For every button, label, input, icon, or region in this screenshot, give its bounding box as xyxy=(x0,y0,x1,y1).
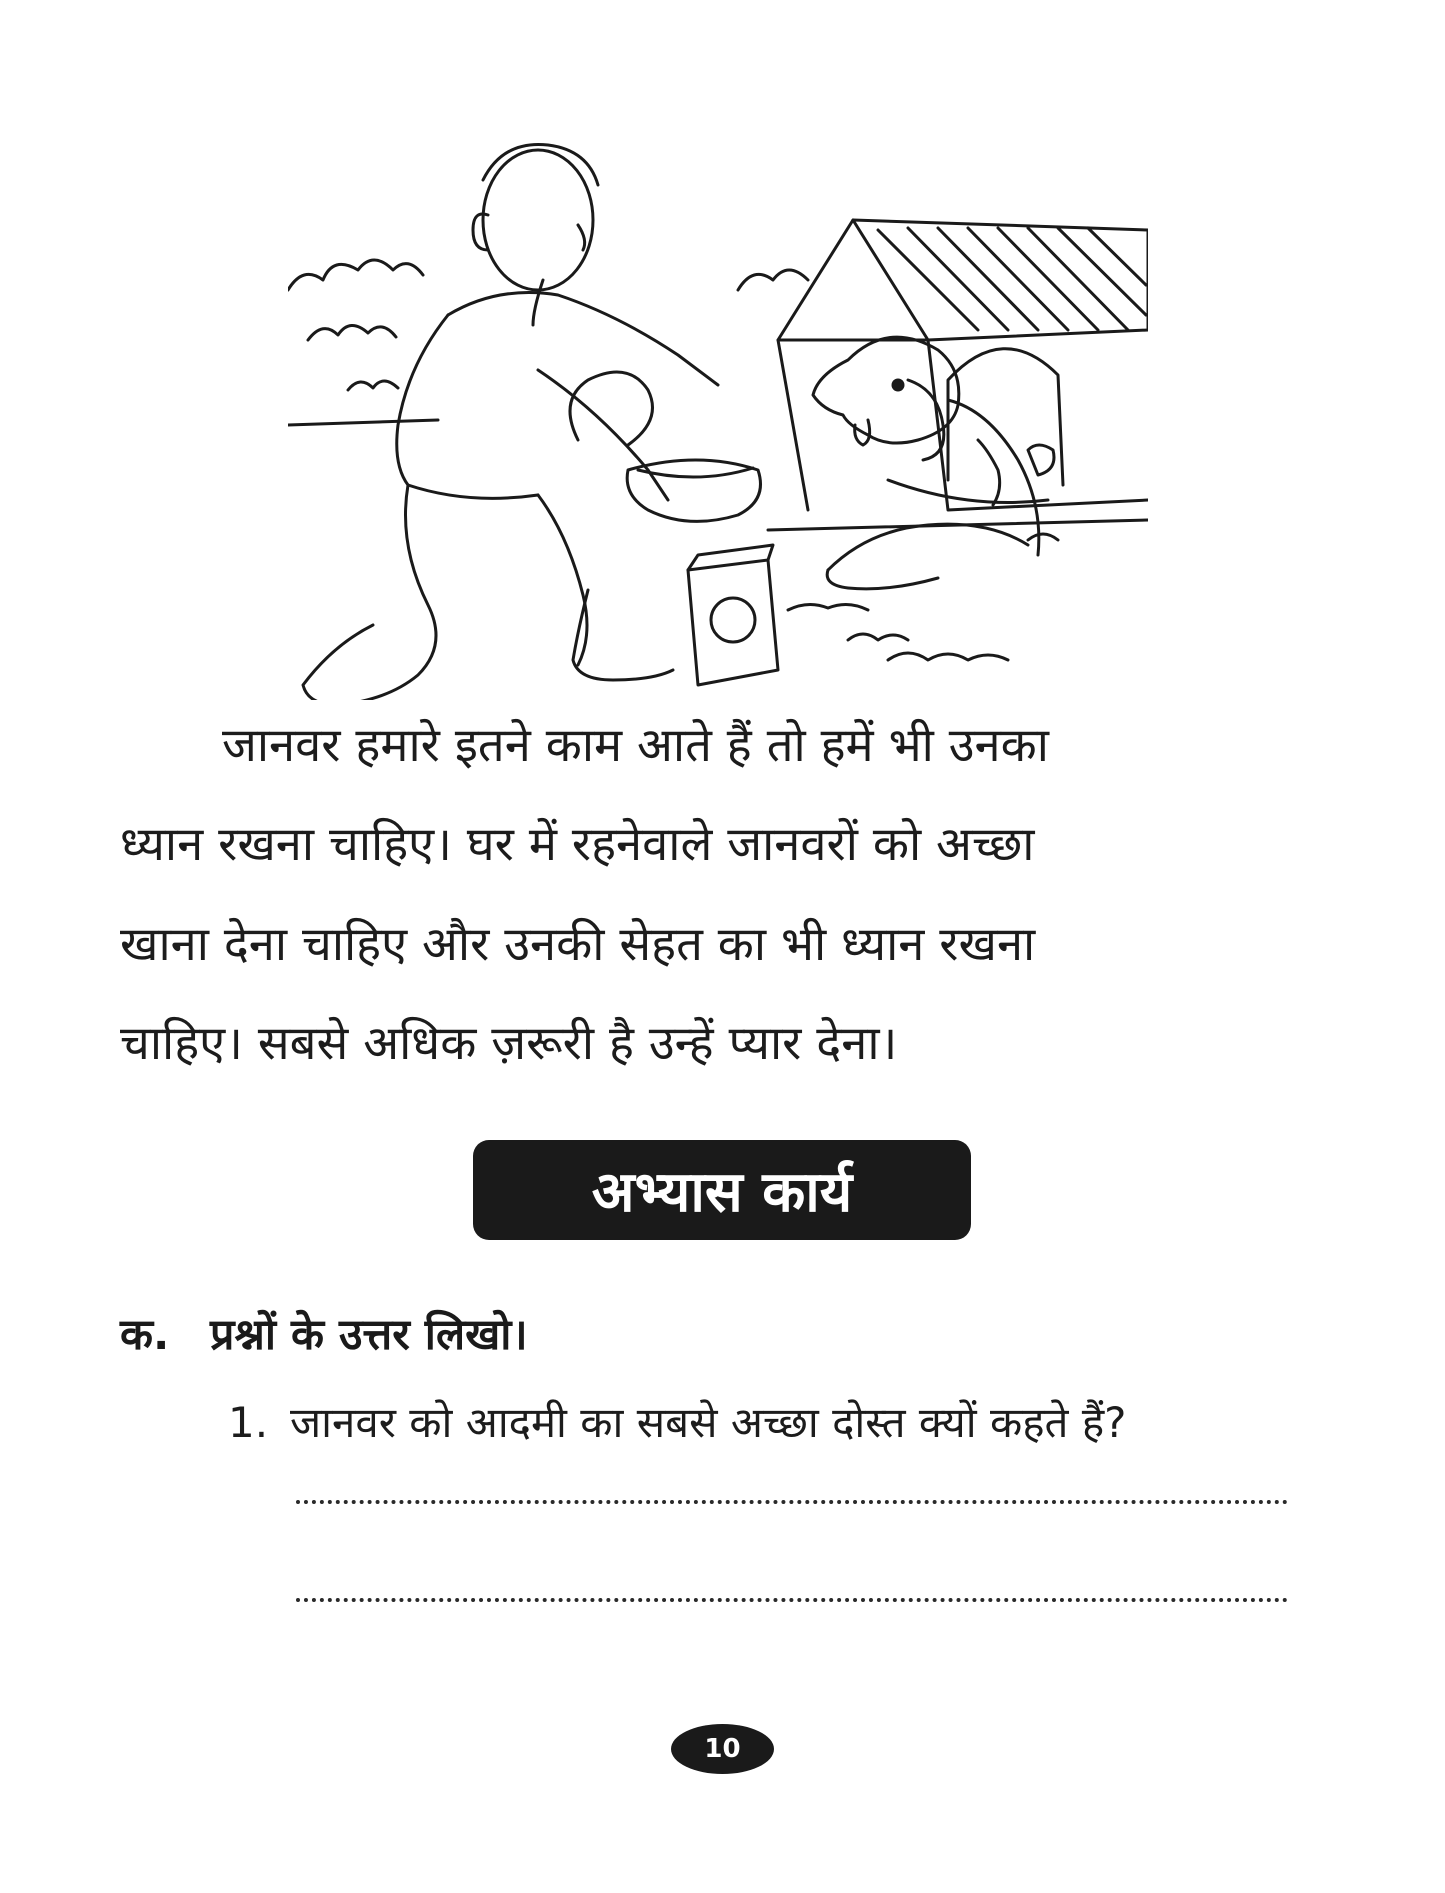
paragraph-line-2: ध्यान रखना चाहिए। घर में रहनेवाले जानवरों को अच्छा xyxy=(120,817,1035,872)
question-text: जानवर को आदमी का सबसे अच्छा दोस्त क्यों कहते हैं? xyxy=(290,1398,1127,1447)
exercise-banner-title: अभ्यास कार्य xyxy=(591,1160,853,1225)
exercise-banner xyxy=(473,1140,971,1240)
section-heading xyxy=(120,1303,528,1362)
section-instruction: प्रश्नों के उत्तर लिखो। xyxy=(210,1310,528,1360)
question-number: 1. xyxy=(228,1398,269,1447)
answer-line-2[interactable] xyxy=(296,1598,1288,1602)
paragraph-line-1: जानवर हमारे इतने काम आते हैं तो हमें भी उनका xyxy=(222,718,1049,773)
section-label: क. xyxy=(120,1310,170,1360)
paragraph-line-3: खाना देना चाहिए और उनकी सेहत का भी ध्यान रखना xyxy=(120,917,1036,972)
question-1 xyxy=(228,1393,1126,1450)
answer-line-1[interactable] xyxy=(296,1500,1288,1504)
paragraph-line-4: चाहिए। सबसे अधिक ज़रूरी है उन्हें प्यार देना। xyxy=(120,1016,898,1071)
boy-feeding-dog-illustration xyxy=(288,140,1148,700)
page-number: 10 xyxy=(704,1734,741,1764)
page-number-badge xyxy=(671,1724,774,1774)
